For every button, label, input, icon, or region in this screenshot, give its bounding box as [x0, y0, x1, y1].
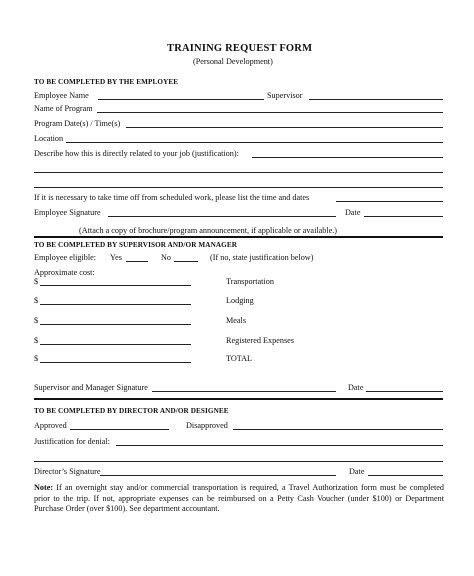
supervisor-date-field[interactable]: [366, 391, 443, 392]
program-dates-label: Program Date(s) / Time(s): [34, 119, 121, 128]
eligible-yes-label: Yes: [110, 253, 122, 262]
meals-cost-field[interactable]: [40, 324, 191, 325]
director-signature-label: Director’s Signature: [34, 467, 101, 476]
transportation-cost-field[interactable]: [40, 285, 191, 286]
program-dates-field[interactable]: [126, 127, 443, 128]
registered-expenses-cost-field[interactable]: [40, 344, 191, 345]
cost-dollar-3: $: [34, 316, 39, 325]
program-name-label: Name of Program: [34, 104, 93, 113]
time-off-label: If it is necessary to take time off from scheduled work, please list the time and dates: [34, 193, 310, 202]
form-title: TRAINING REQUEST FORM: [167, 43, 313, 54]
supervisor-signature-label: Supervisor and Manager Signature: [34, 383, 148, 392]
location-field[interactable]: [66, 142, 443, 143]
eligible-no-field[interactable]: [174, 261, 198, 262]
approved-field[interactable]: [70, 429, 169, 430]
approx-cost-label: Approximate cost:: [34, 268, 95, 277]
employee-date-field[interactable]: [364, 216, 443, 217]
eligible-no-label: No: [161, 253, 172, 262]
supervisor-field[interactable]: [309, 99, 443, 100]
supervisor-section-heading: TO BE COMPLETED BY SUPERVISOR AND/OR MANAGER: [34, 241, 238, 249]
supervisor-label: Supervisor: [267, 91, 303, 100]
justification-field-line-3[interactable]: [34, 187, 443, 188]
director-section-heading: TO BE COMPLETED BY DIRECTOR AND/OR DESIGNEE: [34, 407, 229, 415]
registered-expenses-label: Registered Expenses: [226, 336, 294, 345]
employee-signature-label: Employee Signature: [34, 208, 101, 217]
justification-label: Describe how this is directly related to your job (justification):: [34, 149, 239, 158]
eligible-label: Employee eligible:: [34, 253, 97, 262]
disapproved-label: Disapproved: [186, 421, 228, 430]
cost-dollar-1: $: [34, 277, 39, 286]
lodging-label: Lodging: [226, 296, 254, 305]
total-cost-field[interactable]: [40, 362, 191, 363]
lodging-cost-field[interactable]: [40, 304, 191, 305]
reimbursement-note: [34, 483, 444, 515]
employee-signature-field[interactable]: [108, 216, 336, 217]
justification-field-line-1[interactable]: [252, 157, 443, 158]
supervisor-signature-field[interactable]: [152, 391, 336, 392]
employee-name-label: Employee Name: [34, 91, 89, 100]
section-divider-2: [34, 398, 443, 400]
section-divider-1: [34, 236, 443, 238]
denial-justification-label: Justification for denial:: [34, 437, 110, 446]
attach-note: (Attach a copy of brochure/program announcement, if applicable or available.): [79, 226, 338, 235]
supervisor-date-label: Date: [348, 383, 364, 392]
director-date-field[interactable]: [368, 475, 443, 476]
denial-justification-field-1[interactable]: [116, 445, 443, 446]
transportation-label: Transportation: [226, 277, 274, 286]
eligible-yes-field[interactable]: [126, 261, 148, 262]
cost-dollar-4: $: [34, 336, 39, 345]
program-name-field[interactable]: [97, 112, 443, 113]
eligible-justification-note: (If no, state justification below): [210, 253, 314, 262]
employee-date-label: Date: [345, 208, 361, 217]
note-label: Note:: [34, 483, 54, 492]
employee-name-field[interactable]: [98, 99, 264, 100]
cost-dollar-5: $: [34, 354, 39, 363]
location-label: Location: [34, 134, 64, 143]
director-signature-field[interactable]: [100, 475, 336, 476]
total-label: TOTAL: [226, 354, 253, 363]
denial-justification-field-2[interactable]: [34, 461, 443, 462]
cost-dollar-2: $: [34, 296, 39, 305]
note-text: If an overnight stay and/or commercial transportation is required, a Travel Authorization form must be completed prior to the trip. If not, appropriate expenses can be reimbursed on a Petty Cash Voucher (under $100) or Department Purchase Order (over $100). See department accountant.: [34, 483, 445, 513]
approved-label: Approved: [34, 421, 67, 430]
meals-label: Meals: [226, 316, 247, 325]
time-off-field[interactable]: [336, 201, 443, 202]
justification-field-line-2[interactable]: [34, 172, 443, 173]
director-date-label: Date: [349, 467, 365, 476]
form-subtitle: (Personal Development): [193, 57, 273, 66]
disapproved-field[interactable]: [233, 429, 443, 430]
employee-section-heading: TO BE COMPLETED BY THE EMPLOYEE: [34, 78, 179, 86]
